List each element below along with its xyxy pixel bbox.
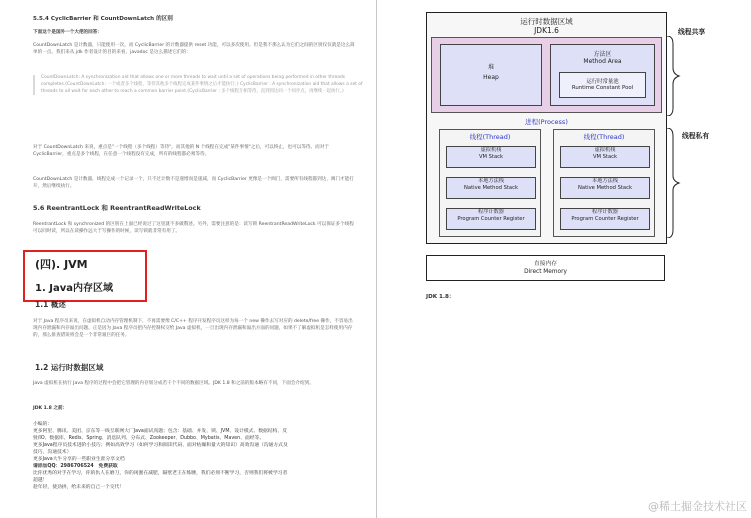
runtime-data-area-diagram bbox=[426, 12, 667, 244]
chapter-heading-jvm: (四). JVM bbox=[35, 258, 88, 271]
vm-stack-label-en: VM Stack bbox=[592, 154, 618, 160]
shared-bracket bbox=[665, 36, 685, 116]
page-divider bbox=[376, 0, 377, 518]
footer-line: 技巧、沟通技术） bbox=[33, 450, 72, 455]
paragraph-overview: 对于 Java 程序员来说，在虚拟机自动内存管理机制下，不再需要像 C/C++ 程序开发程序员这样为每一个 new 操作去写对应的 delete/free 操作，不容易出现内存泄漏和内存溢出问题。正是因为 Java 程序员把内存控制权交给 Java 虚拟机，一旦出现内存泄漏和溢出方面的问题，如果不了解虚拟机是怎样使用内存的，那么排查错误将会是一个非常艰巨的任务。 bbox=[33, 319, 353, 338]
native-stack-label-cn: 本地方法栈 bbox=[478, 178, 504, 184]
prompt-line: 下面这个是国外一个大佬的回答： bbox=[33, 30, 102, 35]
footer-line: 更多Java大牛分享的一些职业生涯分享文档 bbox=[33, 457, 125, 462]
direct-memory-label-en: Direct Memory bbox=[524, 269, 567, 275]
footer-line: 小编的： bbox=[33, 422, 53, 427]
method-area-box bbox=[550, 44, 655, 106]
heap-label-cn: 堆 bbox=[487, 64, 494, 71]
heading-overview: 1.1 概述 bbox=[35, 300, 66, 309]
vm-stack-label-cn: 虚拟机栈 bbox=[594, 147, 616, 153]
footer-line: 射/IO、数据库、Redis、Spring、消息队列、分布式、Zookeeper、Dubbo、Mybatis、Maven、面经等。 bbox=[33, 436, 265, 441]
footer-line: 更多阿里、腾讯、美团、京东等一线互联网大厂Java面试真题；包含：基础、并发、锁、JVM、设计模式、数据结构、反 bbox=[33, 429, 288, 434]
left-document-page bbox=[20, 0, 363, 518]
thread-private-label: 线程私有 bbox=[682, 132, 710, 140]
heading-java-memory-areas: 1. Java内存区域 bbox=[35, 283, 113, 294]
pc-label-en: Program Counter Register bbox=[457, 216, 525, 222]
vm-stack-box bbox=[446, 146, 536, 168]
process-label: 进程(Process) bbox=[525, 118, 568, 126]
heading-runtime-data-areas: 1.2 运行时数据区域 bbox=[35, 363, 104, 372]
heap-box bbox=[440, 44, 542, 106]
method-area-label-cn: 方法区 bbox=[593, 51, 612, 58]
paragraph-counter-vs-gate: CountDownLatch 是计数器，线程完成一个记录一个，只不过计数不是递增而是递减，而 CyclicBarrier 更像是一个阀门，需要所有线程都到达，阀门才能打开，然后继续执行。 bbox=[33, 177, 354, 189]
native-method-stack-box bbox=[560, 177, 650, 199]
paragraph-countdownlatch-intro: CountDownLatch 是计数器，只能使用一次，而 CyclicBarrier 的计数器提供 reset 功能，可以多次使用。但是我不那么认为它们之间的区别仅仅就是这么简单的一点。我们来从 jdk 作者设计的目的来看，javadoc 是这么描述它们的： bbox=[33, 43, 355, 55]
footer-line: 请添加QQ：2986706524 免费获取 bbox=[33, 464, 118, 469]
thread-box bbox=[439, 129, 541, 237]
watermark: @稀土掘金技术社区 bbox=[648, 500, 747, 513]
thread-shared-label: 线程共享 bbox=[678, 28, 706, 36]
direct-memory-label-cn: 直接内存 bbox=[533, 261, 558, 267]
vm-stack-label-en: VM Stack bbox=[478, 154, 504, 160]
pc-label-cn: 程序计数器 bbox=[478, 209, 504, 215]
direct-memory-box bbox=[426, 255, 665, 281]
footer-line: 趁年轻，使劲拼，给未来的自己一个交代！ bbox=[33, 485, 125, 490]
paragraph-countdownlatch-focus: 对于 CountDownLatch 来说，重点是"一个线程（多个线程）等待"，而其他的 N 个线程在完成"某件事情"之后，可以终止，也可以等待。而对于 CyclicBarrier，重点是多个线程，在任意一个线程没有完成，所有的线程都必须等待。 bbox=[33, 145, 329, 157]
native-stack-label-en: Native Method Stack bbox=[464, 185, 518, 191]
program-counter-box bbox=[560, 208, 650, 230]
section-heading-5-6: 5.6 ReentrantLock 和 ReentrantReadWriteLock bbox=[33, 204, 201, 212]
thread-box bbox=[553, 129, 655, 237]
runtime-constant-pool-box bbox=[559, 72, 646, 98]
diagram-title: 运行时数据区域 bbox=[520, 17, 573, 26]
label-jdk18: JDK 1.8： bbox=[426, 294, 455, 300]
footer-line: 更多Java程序员技术进阶小技巧；例如高效学习（如何学习和阅读代码、面对枯燥和量大的知识）高效沟通（沟通方式及 bbox=[33, 443, 288, 448]
label-jdk18-before: JDK 1.8 之前： bbox=[33, 406, 68, 411]
right-document-page bbox=[394, 0, 737, 518]
native-stack-label-cn: 本地方法栈 bbox=[592, 178, 618, 184]
paragraph-runtime-data-areas: Java 虚拟机在执行 Java 程序的过程中会把它管理的内存划分成若干个不同的数据区域。JDK 1.8 和之前的版本略有不同，下面会介绍到。 bbox=[33, 381, 314, 386]
vm-stack-label-cn: 虚拟机栈 bbox=[480, 147, 502, 153]
promo-footer bbox=[33, 421, 355, 491]
private-bracket bbox=[665, 128, 685, 238]
method-area-label-en: Method Area bbox=[583, 58, 622, 65]
rcp-label-en: Runtime Constant Pool bbox=[571, 85, 634, 91]
shared-area bbox=[431, 37, 662, 113]
thread-label: 线程(Thread) bbox=[469, 133, 511, 141]
paragraph-reentrant-lock: ReentrantLock 和 synchronized 的区别在上面已经说过了这里就不多做赘述。另外，需要注意的是：读写锁 ReentrantReadWriteLock 可以保证多个线程可以同时读，所以在读操作远大于写操作的时候，读写锁就非常有用了。 bbox=[33, 222, 354, 234]
heap-label-en: Heap bbox=[483, 74, 499, 81]
pc-label-en: Program Counter Register bbox=[571, 216, 639, 222]
vm-stack-box bbox=[560, 146, 650, 168]
rcp-label-cn: 运行时常量池 bbox=[586, 79, 619, 85]
thread-label: 线程(Thread) bbox=[583, 133, 625, 141]
native-method-stack-box bbox=[446, 177, 536, 199]
footer-line: 比你优秀的对手在学习，你的仇人在磨刀，你的闺蜜在减肥，隔壁老王在练腰，我们必须不断学习，否则我们将被学习者 bbox=[33, 471, 288, 476]
footer-line: 超越！ bbox=[33, 478, 48, 483]
section-heading-5-5-4: 5.5.4 CyclicBarrier 和 CountDownLatch 的区别 bbox=[33, 16, 173, 22]
native-stack-label-en: Native Method Stack bbox=[578, 185, 632, 191]
program-counter-box bbox=[446, 208, 536, 230]
pc-label-cn: 程序计数器 bbox=[592, 209, 618, 215]
javadoc-quote: CountDownLatch: A synchronization aid that allows one or more threads to wait until a set of operations being performed in other threads completes.(CountDownLatch: 一个或者多个线程，等待其他多个线程完成某件事情之后才能执行；) CyclicBarrier : A synchronization aid that allows a set of threads to all wait for each other to reach a common barrier point.(CyclicBarrier : 多个线程互相等待，直到到达同一个同步点，再继续一起执行。) bbox=[33, 75, 363, 95]
diagram-version: JDK1.6 bbox=[534, 26, 559, 35]
